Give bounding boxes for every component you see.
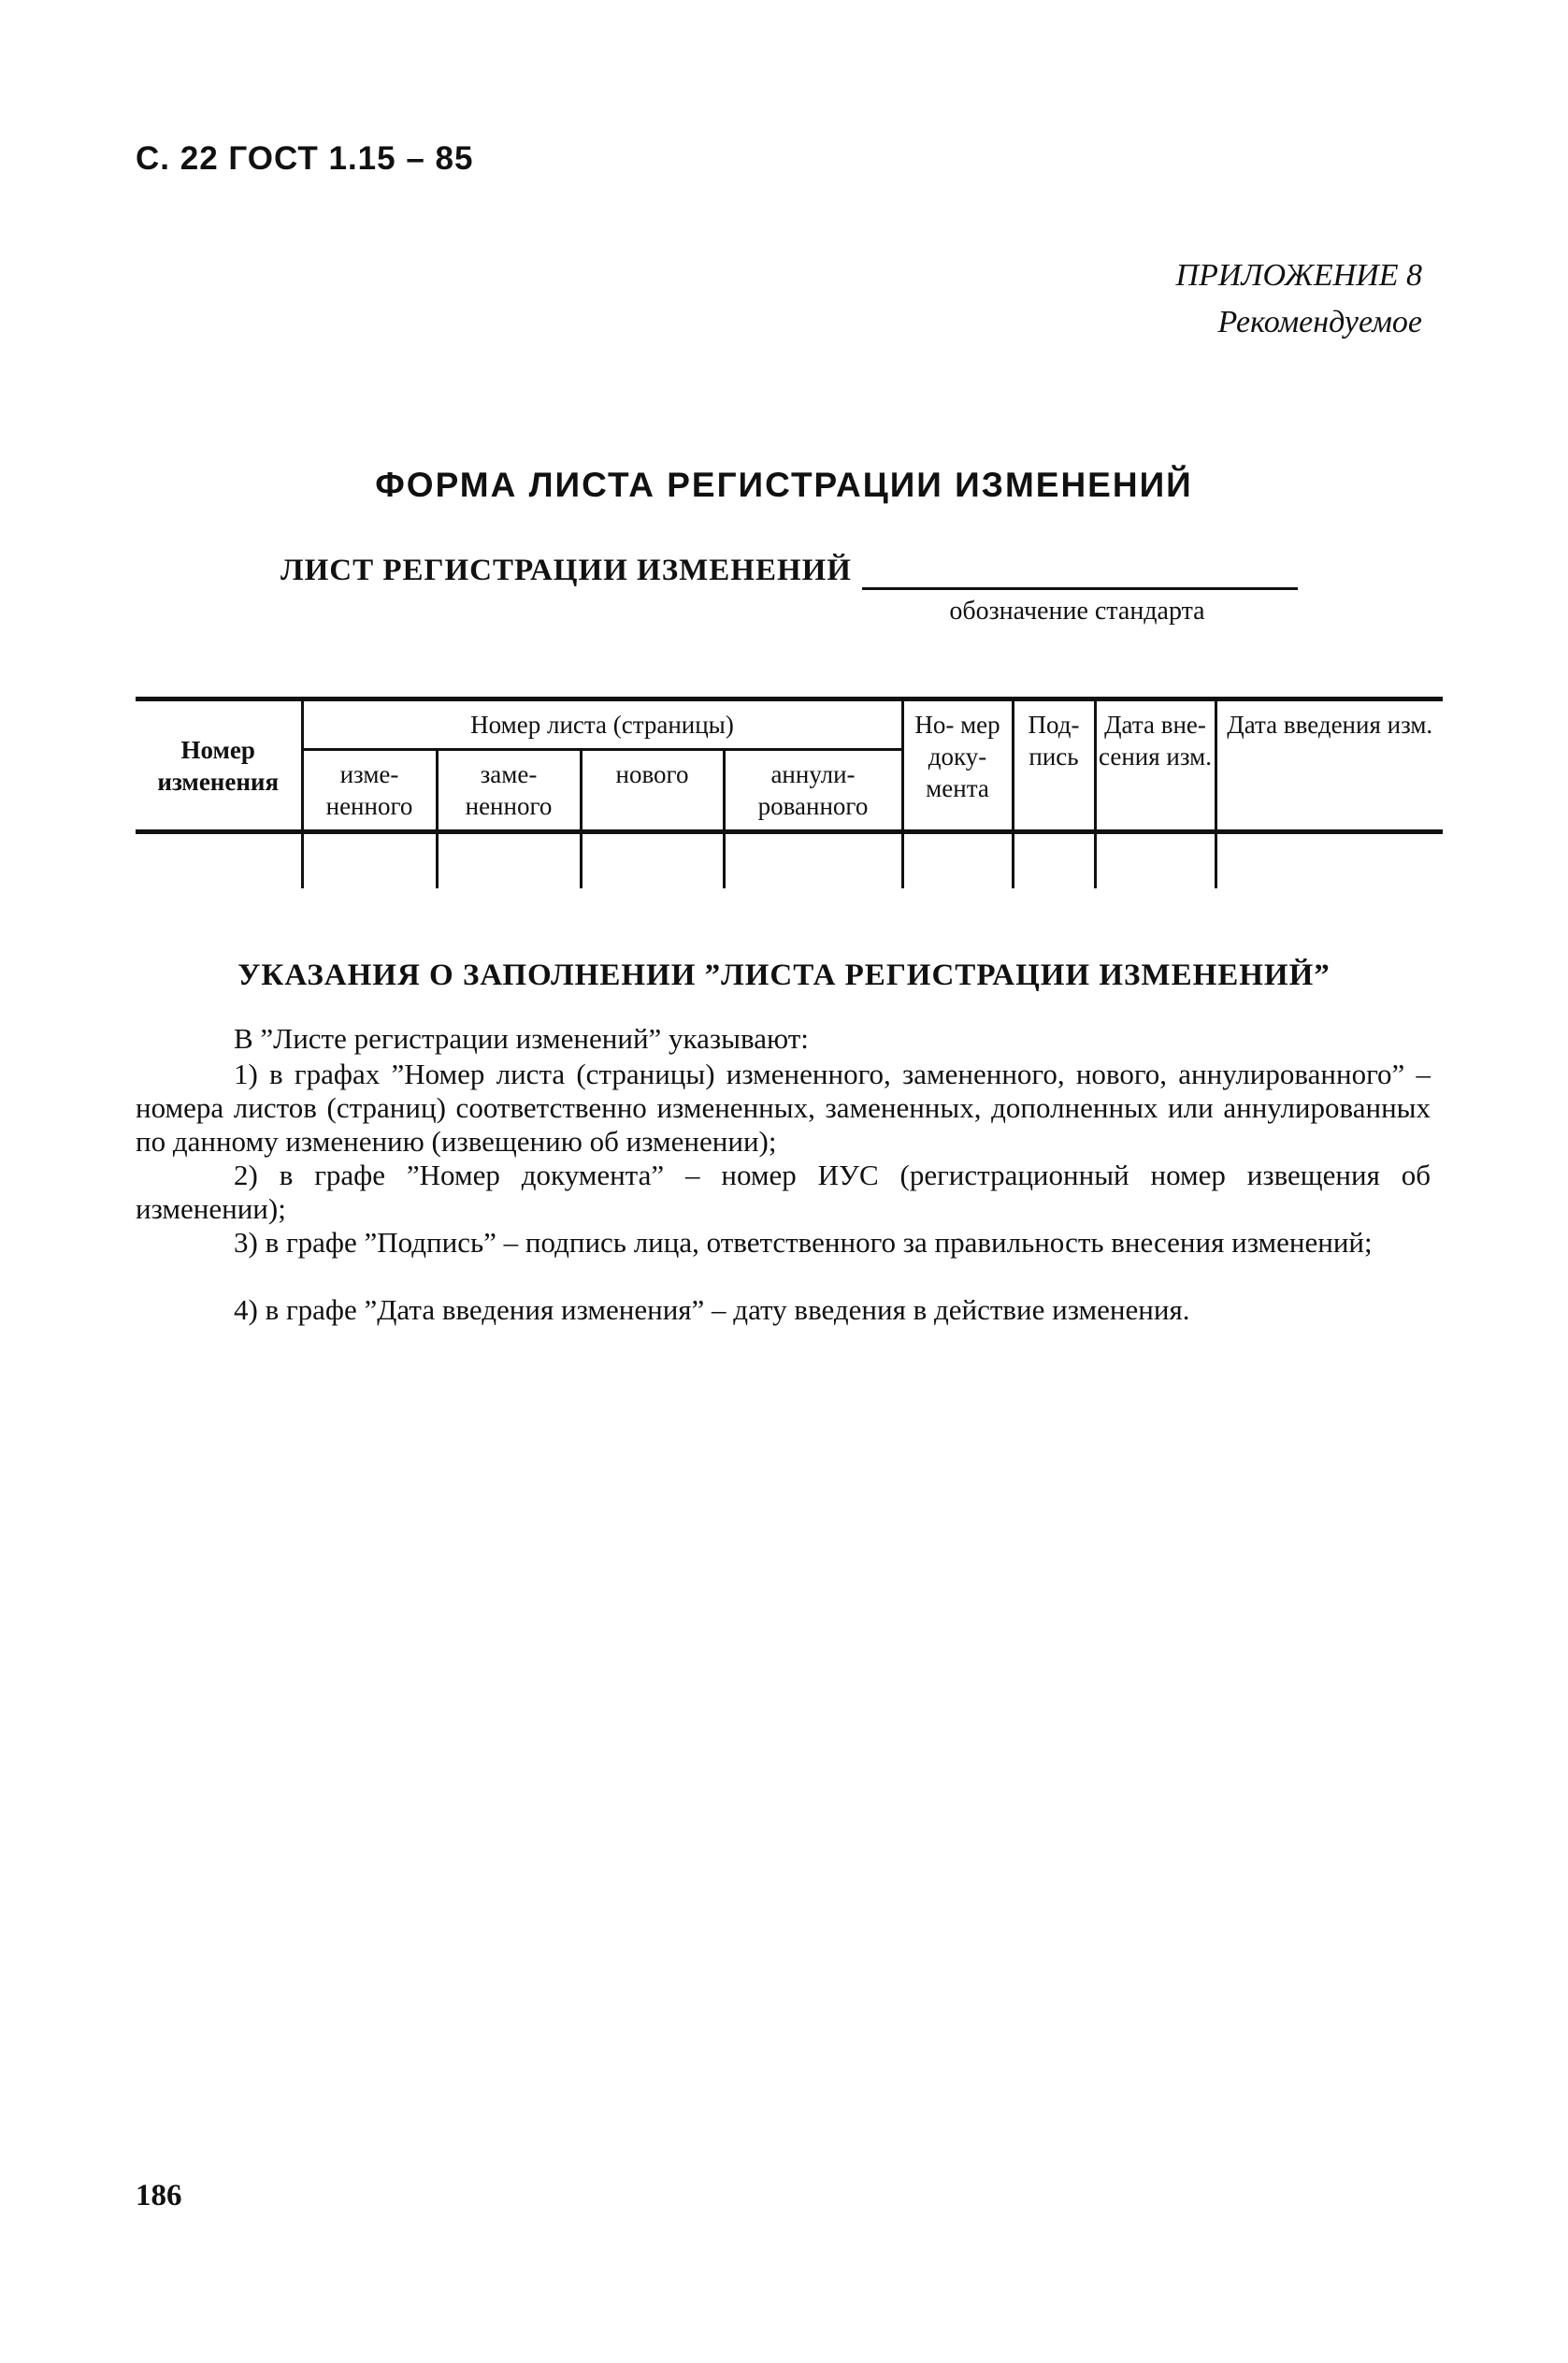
col-signature: Под- пись bbox=[1013, 699, 1095, 832]
col-changed: изме- ненного bbox=[302, 750, 437, 832]
appendix-status: Рекомендуемое bbox=[1217, 305, 1422, 339]
instructions-intro: В ”Листе регистрации изменений” указывают: bbox=[234, 1022, 809, 1055]
col-effective-date: Дата введения изм. bbox=[1216, 699, 1443, 832]
col-replaced: заме- ненного bbox=[437, 750, 581, 832]
col-cancelled: аннули- рованного bbox=[724, 750, 902, 832]
table-cell bbox=[136, 832, 302, 889]
table-cell bbox=[1216, 832, 1443, 889]
col-entry-date: Дата вне- сения изм. bbox=[1095, 699, 1216, 832]
registration-table bbox=[136, 697, 1443, 888]
page-header: С. 22 ГОСТ 1.15 – 85 bbox=[136, 140, 474, 177]
appendix-label: ПРИЛОЖЕНИЕ 8 bbox=[1175, 258, 1422, 293]
sheet-title: ЛИСТ РЕГИСТРАЦИИ ИЗМЕНЕНИЙ bbox=[281, 554, 852, 587]
table-row bbox=[136, 832, 1443, 889]
table-cell bbox=[724, 832, 902, 889]
instruction-item-4: 4) в графе ”Дата введения изменения” – дату введения в действие изменения. bbox=[234, 1293, 1190, 1326]
standard-designation-caption: обозначение стандарта bbox=[949, 597, 1205, 626]
col-sheet-number-group: Номер листа (страницы) bbox=[302, 699, 902, 750]
col-doc-number: Но- мер доку- мента bbox=[902, 699, 1013, 832]
instructions-title: УКАЗАНИЯ О ЗАПОЛНЕНИИ ”ЛИСТА РЕГИСТРАЦИИ ИЗМЕНЕНИЙ” bbox=[237, 958, 1331, 992]
instruction-item-3: 3) в графе ”Подпись” – подпись лица, ответственного за правильность внесения изменений; bbox=[234, 1226, 1373, 1259]
appendix-block bbox=[1176, 252, 1422, 346]
table-cell bbox=[302, 832, 437, 889]
instruction-item-1: 1) в графах ”Номер листа (страницы) измененного, замененного, нового, аннулированного” – номера листов (страниц) соответственно измененных, замененных, дополненных или аннулированных по данному изменению (извещению об изменении); bbox=[136, 1058, 1431, 1158]
table-cell bbox=[902, 832, 1013, 889]
table-cell bbox=[1095, 832, 1216, 889]
col-new: нового bbox=[581, 750, 724, 832]
table-cell bbox=[437, 832, 581, 889]
col-change-number: Номер изменения bbox=[136, 699, 302, 832]
table-cell bbox=[1013, 832, 1095, 889]
standard-designation-line bbox=[862, 587, 1298, 590]
main-title: ФОРМА ЛИСТА РЕГИСТРАЦИИ ИЗМЕНЕНИЙ bbox=[375, 466, 1193, 504]
table-cell bbox=[581, 832, 724, 889]
page-number: 186 bbox=[136, 2179, 182, 2212]
instruction-item-2: 2) в графе ”Номер документа” – номер ИУС (регистрационный номер извещения об изменении); bbox=[136, 1159, 1431, 1225]
